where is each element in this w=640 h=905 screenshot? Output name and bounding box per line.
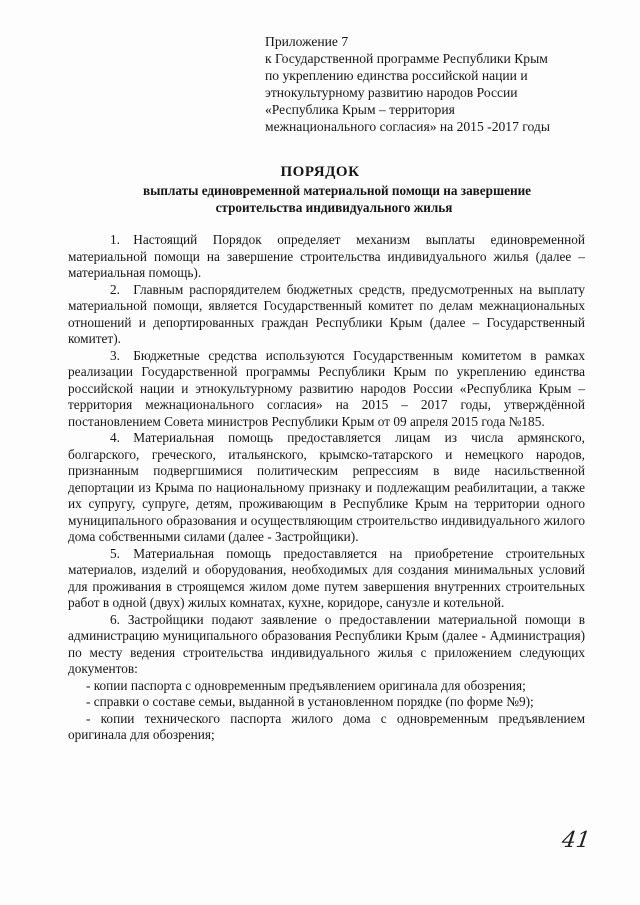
- list-item: - справки о составе семьи, выданной в установленном порядке (по форме №9);: [86, 694, 534, 709]
- paragraph: 5. Материальная помощь предоставляется на приобретение строительных материалов, изделий и оборудования, необходимых для создания минимальных условий для проживания в строящемся жилом доме путем завершения внутренних строительных работ в одной (двух) жилых комнатах, кухне, коридоре, санузле и котельной.: [68, 545, 585, 610]
- annex-header: [265, 33, 615, 135]
- annex-line: к Государственной программе Республики Крым: [265, 51, 548, 66]
- paragraph: 6. Застройщики подают заявление о предоставлении материальной помощи в администрацию муниципального образования Республики Крым (далее - Администрация) по месту ведения строительства индивидуального жилья с приложением следующих документов:: [68, 611, 585, 676]
- list-item: - копии технического паспорта жилого дома с одновременным предъявлением оригинала для обозрения;: [68, 710, 585, 742]
- annex-line: межнационального согласия» на 2015 -2017 годы: [265, 119, 550, 134]
- annex-line: этнокультурному развитию народов России: [265, 85, 518, 100]
- annex-line: по укреплению единства российской нации и: [265, 68, 528, 83]
- paragraph: 1. Настоящий Порядок определяет механизм выплаты единовременной материальной помощи на завершение строительства индивидуального жилья (далее – материальная помощь).: [68, 232, 585, 280]
- annex-line: Приложение 7: [265, 34, 349, 49]
- document-body: [68, 232, 585, 744]
- page-number: 41: [560, 828, 592, 853]
- paragraph: 2. Главным распорядителем бюджетных средств, предусмотренных на выплату материальной помощи, является Государственный комитет по делам межнациональных отношений и депортированных граждан Республики Крым (далее – Государственный комитет).: [68, 281, 585, 346]
- document-subtitle: строительства индивидуального жилья: [215, 200, 453, 215]
- document-subtitle: выплаты единовременной материальной помощи на завершение: [142, 183, 532, 198]
- list-item: - копии паспорта с одновременным предъявлением оригинала для обозрения;: [86, 677, 526, 693]
- paragraph: 4. Материальная помощь предоставляется лицам из числа армянского, болгарского, греческого, итальянского, крымско-татарского и немецкого народов, признанным подвергшимися политическим репрессиям в виде насильственной депортации из Крыма по национальному признаку и подлежащим реабилитации, а также их супругу, супруге, детям, проживающим в Республике Крым на территории одного муниципального образования и осуществляющим строительство индивидуального жилого дома собственными силами (далее - Застройщики).: [68, 430, 585, 544]
- document-title: ПОРЯДОК: [280, 164, 360, 180]
- annex-line: «Республика Крым – территория: [265, 102, 455, 117]
- paragraph: 3. Бюджетные средства используются Государственным комитетом в рамках реализации Государственной программы Республики Крым по укреплению единства российской нации и этнокультурному развитию народов России «Республика Крым – территория межнационального согласия» на 2015 – 2017 годы, утверждённой постановлением Совета министров Республики Крым от 09 апреля 2015 года №185.: [68, 347, 585, 429]
